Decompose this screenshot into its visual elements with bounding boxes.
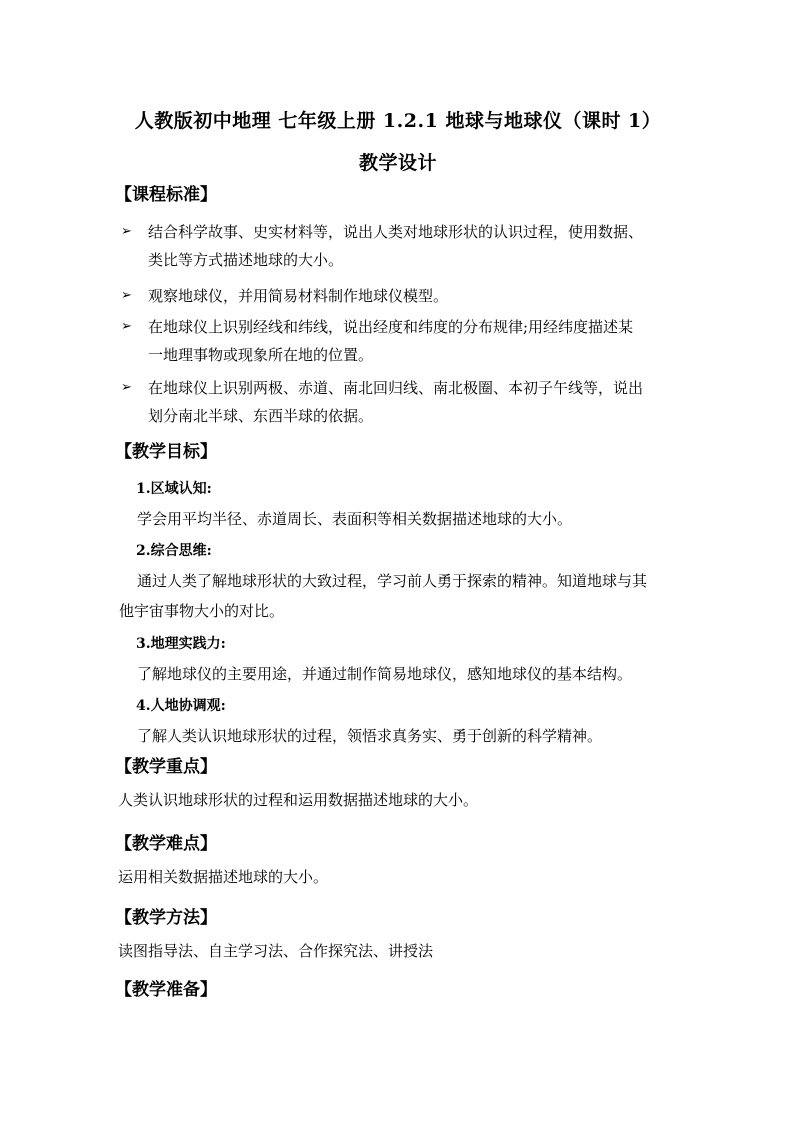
arrow-bullet-icon: ➢	[121, 380, 132, 395]
objective-text: 了解地球仪的主要用途，并通过制作简易地球仪，感知地球仪的基本结构。	[137, 665, 633, 683]
objective-title: 3.地理实践力:	[136, 636, 226, 652]
objective-title: 4.人地协调观:	[136, 698, 226, 714]
standard-item-line: 结合科学故事、史实材料等，说出人类对地球形状的认识过程，使用数据、	[148, 223, 644, 241]
standard-item-line: 一地理事物或现象所在地的位置。	[148, 346, 374, 364]
standard-item-line: 划分南北半球、东西半球的依据。	[148, 407, 374, 425]
arrow-bullet-icon: ➢	[121, 288, 132, 303]
objective-title: 2.综合思维:	[136, 543, 212, 559]
standard-item	[121, 313, 681, 369]
section-heading-difficulties: 【教学难点】	[115, 834, 217, 854]
section-heading-preparation: 【教学准备】	[115, 980, 217, 1000]
objective-title: 1.区域认知:	[136, 481, 212, 497]
standard-item	[121, 374, 681, 430]
document-subtitle: 教学设计	[358, 152, 437, 174]
standard-item	[121, 218, 681, 274]
standard-item-line: 在地球仪上识别两极、赤道、南北回归线、南北极圈、本初子午线等，说出	[148, 379, 644, 397]
arrow-bullet-icon: ➢	[121, 319, 132, 334]
document-title: 人教版初中地理 七年级上册 1.2.1 地球与地球仪（课时 1）	[134, 110, 662, 132]
section-heading-objectives: 【教学目标】	[115, 442, 217, 462]
standard-item-line: 观察地球仪，并用简易材料制作地球仪模型。	[148, 287, 449, 305]
arrow-bullet-icon: ➢	[121, 224, 132, 239]
methods-text: 读图指导法、自主学习法、合作探究法、讲授法	[118, 942, 434, 960]
section-heading-methods: 【教学方法】	[115, 908, 217, 928]
standard-item-line: 类比等方式描述地球的大小。	[148, 251, 344, 269]
key-points-text: 人类认识地球形状的过程和运用数据描述地球的大小。	[118, 791, 479, 809]
section-heading-key-points: 【教学重点】	[115, 757, 217, 777]
objective-text: 了解人类认识地球形状的过程，领悟求真务实、勇于创新的科学精神。	[137, 727, 603, 745]
difficulties-text: 运用相关数据描述地球的大小。	[118, 868, 329, 886]
objective-text: 通过人类了解地球形状的大致过程，学习前人勇于探索的精神。知道地球与其	[137, 572, 648, 590]
section-heading-standards: 【课程标准】	[115, 185, 217, 205]
objective-text: 他宇宙事物大小的对比。	[119, 602, 285, 620]
standard-item-line: 在地球仪上识别经线和纬线，说出经度和纬度的分布规律;用经纬度描述某	[148, 318, 634, 336]
objective-text: 学会用平均半径、赤道周长、表面积等相关数据描述地球的大小。	[137, 510, 573, 528]
standard-item	[121, 282, 681, 310]
